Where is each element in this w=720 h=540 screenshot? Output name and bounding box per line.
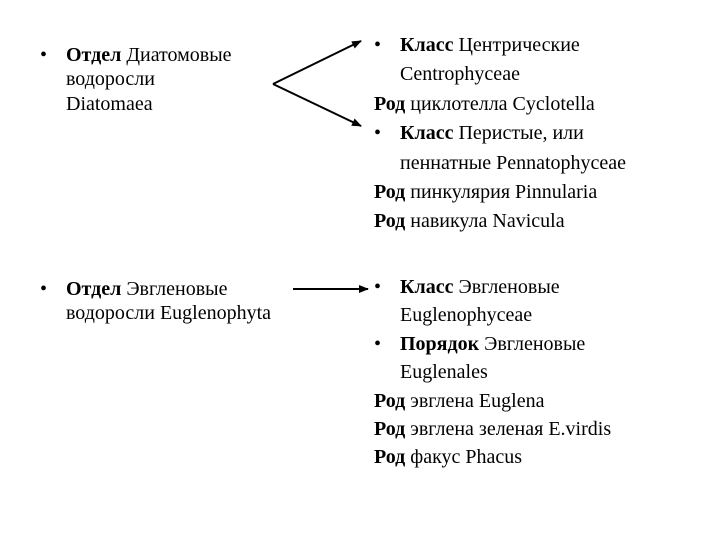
class-label: Класс [400,34,454,56]
division-name: Диатомовые [121,44,232,66]
class-centrophyceae [374,31,626,60]
bullet: • [40,44,48,66]
genus-label: Род [374,389,406,412]
division-diatomaea-line3: Diatomaea [66,92,153,115]
euglena-taxa [374,273,611,472]
bullet: • [374,34,382,56]
genus-euglena [374,387,611,415]
order-euglenales [374,330,611,358]
division-diatomaea-line2: водоросли [66,68,155,91]
genus-pinnularia [374,178,626,207]
division-label: Отдел [66,44,122,66]
arrow-to-centric-class [273,41,361,84]
genus-navicula [374,207,626,236]
genus-label: Род [374,181,406,204]
genus-name: пинкулярия Pinnularia [405,181,598,204]
genus-euglena-viridis [374,415,611,443]
division-euglenophyta-line1 [40,277,271,301]
order-euglenales-latin: Euglenales [400,361,488,384]
genus-label: Род [374,418,406,441]
class-euglenophyceae-latin: Euglenophyceae [400,304,533,327]
division-label: Отдел [66,278,122,300]
genus-cyclotella [374,90,626,119]
division-euglenophyta-line2: водоросли Euglenophyta [66,302,272,325]
class-name: Перистые, или [453,122,584,145]
genus-name: навикула Navicula [405,210,565,233]
division-diatomaea [40,43,232,116]
class-euglenophyceae [374,273,611,301]
genus-phacus [374,443,611,471]
genus-name: циклотелла Cyclotella [405,92,595,115]
genus-name: эвглена Euglena [405,389,545,412]
class-centrophyceae-latin: Centrophyceae [400,63,520,86]
bullet: • [374,276,382,298]
bullet: • [40,278,48,300]
division-name: Эвгленовые [121,278,228,300]
diatom-taxa [374,31,626,237]
class-name: Центрические [453,34,580,56]
class-pennatophyceae-latin: пеннатные Pennatophyceae [400,151,627,174]
bullet: • [374,122,382,145]
class-label: Класс [400,276,454,298]
order-label: Порядок [400,332,480,355]
order-name: Эвгленовые [479,332,586,355]
division-euglenophyta [40,277,271,326]
bullet: • [374,332,382,355]
arrow-to-pennate-class [273,84,361,126]
class-name: Эвгленовые [453,276,560,298]
genus-label: Род [374,92,406,115]
genus-name: эвглена зеленая E.virdis [405,418,612,441]
genus-label: Род [374,446,406,469]
class-label: Класс [400,122,454,145]
genus-label: Род [374,210,406,233]
genus-name: факус Phacus [405,446,523,469]
class-pennatophyceae [374,119,626,148]
division-diatomaea-line1 [40,43,232,67]
